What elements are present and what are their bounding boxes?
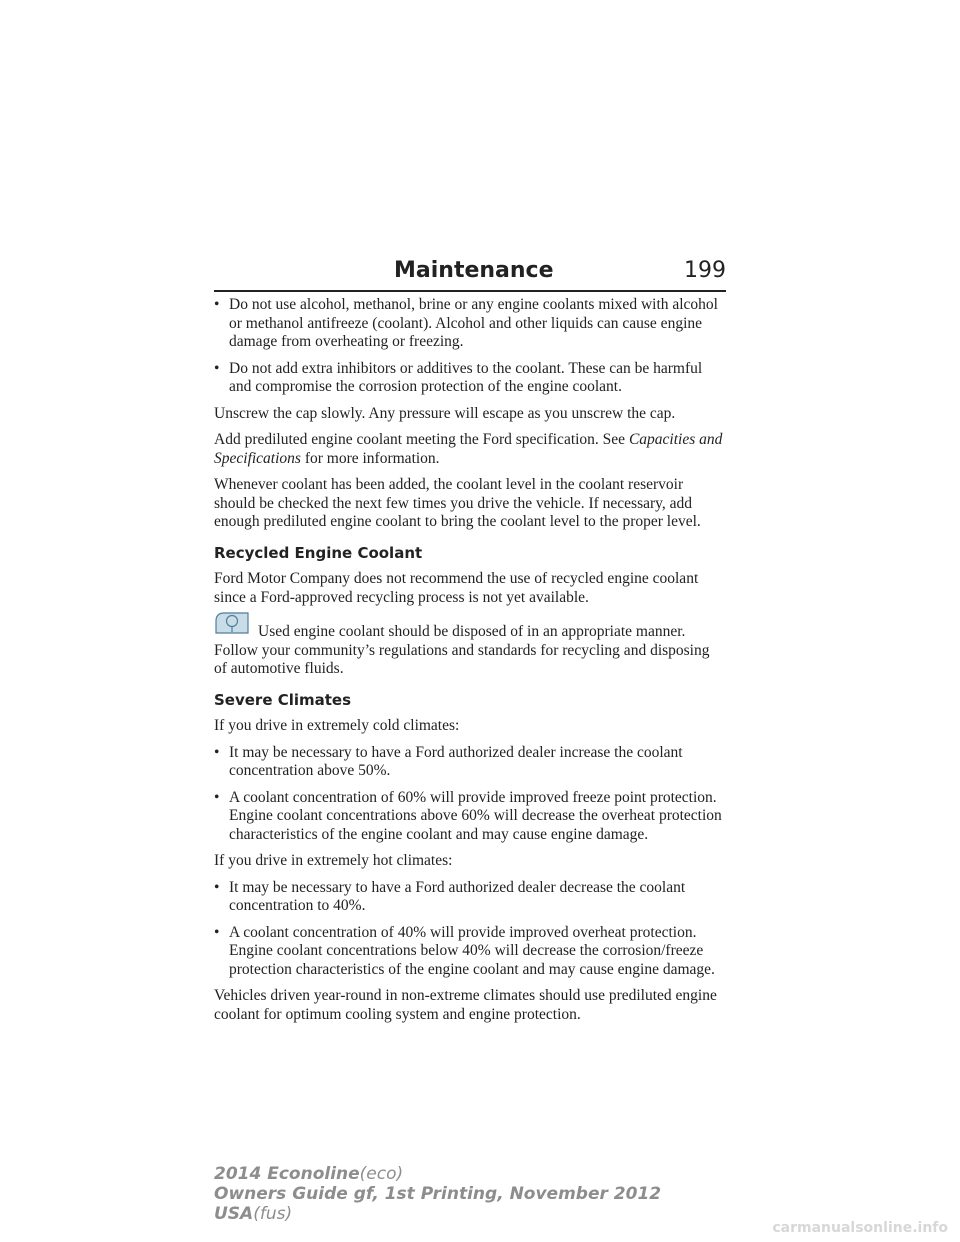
paragraph-unscrew-cap: Unscrew the cap slowly. Any pressure will escape as you unscrew the cap. — [214, 404, 676, 422]
watermark: carmanualsonline.info — [772, 1220, 948, 1236]
bullet-text: It may be necessary to have a Ford authorized dealer increase the coolant concentration above 50%. — [229, 743, 683, 779]
footer-market: USA — [214, 1204, 254, 1224]
footer-model-code: (eco) — [359, 1164, 404, 1184]
page-number: 199 — [684, 258, 726, 283]
paragraph-text: Add prediluted engine coolant meeting the Ford specification. See — [214, 431, 629, 448]
cross-reference: Capacities and Specifications — [214, 431, 723, 467]
bullet-text: A coolant concentration of 60% will provide improved freeze point protection. Engine coolant concentrations above 60% will decrease the overheat protection characteristics of the engine coolant and may cause engine damage. — [229, 788, 722, 843]
bullet-mark: • — [214, 296, 220, 313]
footer-market-code: (fus) — [253, 1204, 293, 1224]
list-item — [214, 744, 726, 781]
note-text: Used engine coolant should be disposed of in an appropriate manner. Follow your community’s regulations and standards for recycling and disposing of automotive fluids. — [214, 623, 710, 677]
paragraph-text: for more information. — [300, 449, 440, 467]
list-item — [214, 924, 726, 980]
paragraph-add-coolant — [214, 431, 726, 468]
paragraph-hot-intro: If you drive in extremely hot climates: — [214, 852, 453, 869]
list-item — [214, 360, 726, 397]
bullet-text: Do not add extra inhibitors or additives to the coolant. These can be harmful and compromise the corrosion protection of the engine coolant. — [229, 359, 703, 395]
list-item — [214, 789, 726, 845]
document-footer — [214, 1164, 661, 1224]
bullet-mark: • — [214, 359, 220, 377]
bullet-mark: • — [214, 878, 220, 896]
list-item — [214, 879, 726, 916]
bullet-text: A coolant concentration of 40% will provide improved overheat protection. Engine coolant concentrations below 40% will decrease the corrosion/freeze protection characteristics of the engine coolant and may cause engine damage. — [229, 923, 715, 978]
environment-note — [214, 623, 726, 679]
section-title: Maintenance — [394, 258, 554, 283]
heading-recycled-coolant: Recycled Engine Coolant — [214, 543, 423, 562]
list-item — [214, 296, 726, 352]
bullet-mark: • — [214, 788, 220, 806]
bullet-mark: • — [214, 923, 220, 941]
footer-line-market — [214, 1204, 661, 1224]
bullet-text: It may be necessary to have a Ford authorized dealer decrease the coolant concentration to 40%. — [229, 878, 686, 914]
footer-line-printing: Owners Guide gf, 1st Printing, November 2012 — [214, 1184, 662, 1204]
footer-line-model — [214, 1164, 661, 1184]
heading-severe-climates: Severe Climates — [214, 690, 352, 709]
page-header — [214, 256, 726, 292]
footer-model: 2014 Econoline — [214, 1164, 360, 1184]
paragraph-year-round: Vehicles driven year-round in non-extreme climates should use prediluted engine coolant for optimum cooling system and engine protection. — [214, 987, 717, 1023]
tree-recycle-icon — [214, 611, 250, 635]
paragraph-recycled: Ford Motor Company does not recommend the use of recycled engine coolant since a Ford-approved recycling process is not yet available. — [214, 570, 699, 606]
bullet-mark: • — [214, 743, 220, 761]
paragraph-check-level: Whenever coolant has been added, the coolant level in the coolant reservoir should be checked the next few times you drive the vehicle. If necessary, add enough prediluted engine coolant to bring the coolant level to the proper level. — [214, 476, 701, 530]
page-body — [214, 296, 726, 1032]
paragraph-cold-intro: If you drive in extremely cold climates: — [214, 717, 460, 734]
bullet-text: Do not use alcohol, methanol, brine or any engine coolants mixed with alcohol or methanol antifreeze (coolant). Alcohol and other liquids can cause engine damage from overheating or freezing. — [229, 296, 718, 350]
